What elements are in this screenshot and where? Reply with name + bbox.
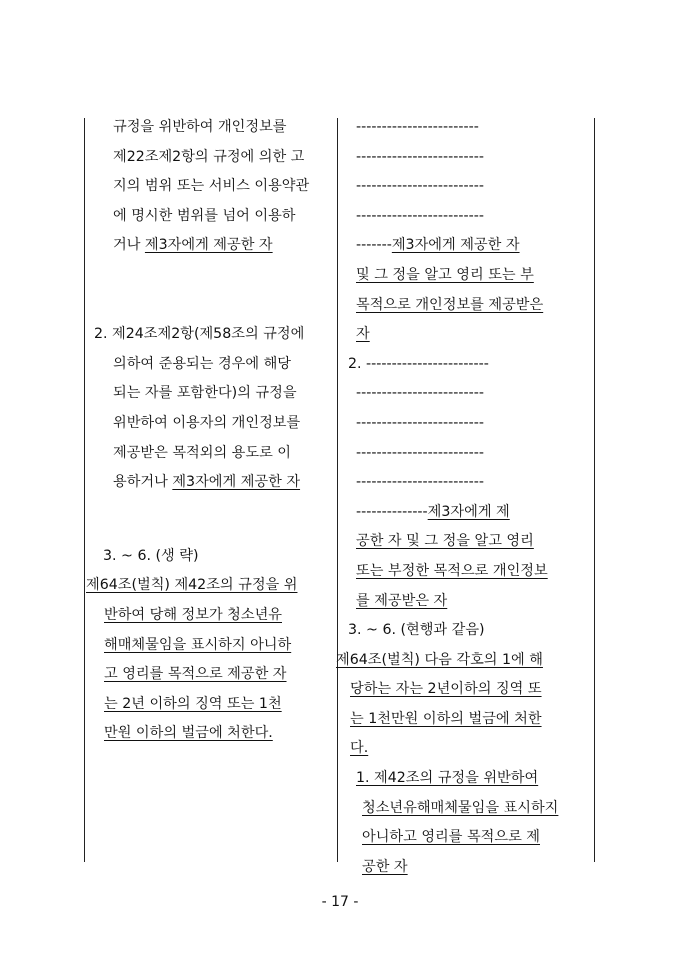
- right-line14-text: 공한 자 및 그 정을 알고 영리: [356, 533, 534, 550]
- right-article64-item1-line4-text: 공한 자: [362, 858, 408, 875]
- right-line8-text: 자: [356, 326, 370, 343]
- left-item1-line2: 제22조제2항의 규정에 의한 고: [113, 148, 305, 165]
- left-article64-line5: [0, 690, 337, 720]
- right-item2-line: 2. ------------------------: [348, 355, 489, 372]
- left-spacer: [0, 291, 337, 321]
- left-column: [0, 113, 337, 749]
- right-article64-line1: [336, 646, 594, 676]
- right-line8: [338, 320, 594, 350]
- left-article64-line4-text: 고 영리를 목적으로 제공한 자: [104, 666, 287, 683]
- right-article64-line4-text: 다.: [350, 740, 369, 757]
- right-same-as-current: 3. ~ 6. (현행과 같음): [348, 622, 485, 639]
- left-article64-line2-text: 반하여 당해 정보가 청소년유: [104, 606, 282, 623]
- left-item2-line1: 2. 제24조제2항(제58조의 규정에: [94, 326, 305, 343]
- left-item1-line3: 지의 범위 또는 서비스 이용약관: [113, 178, 310, 195]
- left-item1-line5-plain: 거나: [113, 237, 145, 254]
- left-item1-line4: 에 명시한 범위를 넘어 이용하: [113, 207, 296, 224]
- right-line16: [338, 587, 594, 617]
- right-article64-line4: [338, 734, 594, 764]
- left-spacer: [0, 261, 337, 291]
- left-article64-line1: 제64조(벌칙) 제42조의 규정을 위: [86, 577, 298, 594]
- right-dash-line: -------------------------: [356, 178, 484, 195]
- right-dash-line: -------------------------: [356, 444, 484, 461]
- right-article64-item1-line2-text: 청소년유해매체물임을 표시하지: [362, 799, 559, 816]
- right-dash-line: -------------------------: [356, 414, 484, 431]
- right-line15-text: 또는 부정한 목적으로 개인정보: [356, 562, 548, 579]
- left-item2-line6-underlined: 제3자에게 제공한 자: [172, 474, 301, 491]
- left-item1-line1: 규정을 위반하여 개인정보를: [113, 119, 287, 135]
- right-article64-item1-line3-text: 아니하고 영리를 목적으로 제: [362, 829, 540, 846]
- left-item1: [0, 113, 337, 261]
- right-dash-line: -------------------------: [356, 207, 484, 224]
- right-article64-item1-line4: [338, 853, 594, 883]
- right-dash-line: -------------------------: [356, 148, 484, 165]
- right-line13-dashes: --------------: [356, 503, 428, 520]
- left-spacer: [0, 498, 337, 542]
- left-omitted: 3. ~ 6. (생 략): [103, 547, 199, 564]
- right-line6-text: 및 그 정을 알고 영리 또는 부: [356, 266, 534, 283]
- left-item2-line2: 의하여 준용되는 경우에 해당: [113, 355, 291, 372]
- right-article64-item1-line1: [338, 764, 594, 794]
- left-item2-line4: 위반하여 이용자의 개인정보를: [113, 414, 301, 431]
- right-line6: [338, 261, 594, 291]
- right-line15: [338, 557, 594, 587]
- right-article64-line3: [338, 705, 594, 735]
- right-line16-text: 를 제공받은 자: [356, 592, 448, 609]
- left-article64: [0, 571, 337, 749]
- right-line5-underlined: 제3자에게 제공한 자: [391, 237, 520, 254]
- right-line13: [338, 498, 594, 528]
- left-article64-line2: [0, 601, 337, 631]
- left-article64-line4: [0, 660, 337, 690]
- left-item2: [0, 320, 337, 498]
- left-item2-line5: 제공받은 목적외의 용도로 이: [113, 444, 291, 461]
- right-article64-item1-line2: [338, 794, 594, 824]
- left-article64-line6: [0, 719, 337, 749]
- right-article64-line3-text: 는 1천만원 이하의 벌금에 처한: [350, 710, 542, 727]
- right-article64-line1-text: 제64조(벌칙) 다음 각호의 1에 해: [336, 651, 543, 668]
- right-article64-line2-text: 당하는 자는 2년이하의 징역 또: [350, 681, 542, 698]
- right-article64-line2: [338, 675, 594, 705]
- right-line5: [338, 231, 594, 261]
- left-article64-line3-text: 해매체물임을 표시하지 아니하: [104, 636, 292, 653]
- right-column: [338, 113, 594, 882]
- right-line7-text: 목적으로 개인정보를 제공받은: [356, 296, 544, 313]
- right-border: [594, 118, 595, 862]
- left-item2-line3: 되는 자를 포함한다)의 규정을: [113, 385, 297, 402]
- right-line13-underlined: 제3자에게 제: [427, 503, 510, 520]
- page-number: - 17 -: [321, 894, 359, 910]
- left-article64-line5-text: 는 2년 이하의 징역 또는 1천: [104, 695, 282, 712]
- right-article64-item1-line3: [338, 823, 594, 853]
- left-item2-line6: [0, 468, 337, 498]
- left-article64-line3: [0, 631, 337, 661]
- left-item2-line6-plain: 용하거나: [113, 474, 173, 491]
- right-line5-dashes: -------: [356, 237, 392, 254]
- right-line14: [338, 527, 594, 557]
- left-item1-line5: [0, 231, 337, 261]
- right-article64-item1-line1-text: 1. 제42조의 규정을 위반하여: [356, 770, 539, 787]
- left-item1-line5-underlined: 제3자에게 제공한 자: [144, 237, 273, 254]
- right-dash-line: -------------------------: [356, 385, 484, 402]
- left-article64-line6-text: 만원 이하의 벌금에 처한다.: [104, 725, 273, 742]
- right-dash-line: -------------------------: [356, 474, 484, 491]
- right-dash-line: ------------------------: [356, 119, 479, 135]
- right-article64: [338, 646, 594, 883]
- right-line7: [338, 291, 594, 321]
